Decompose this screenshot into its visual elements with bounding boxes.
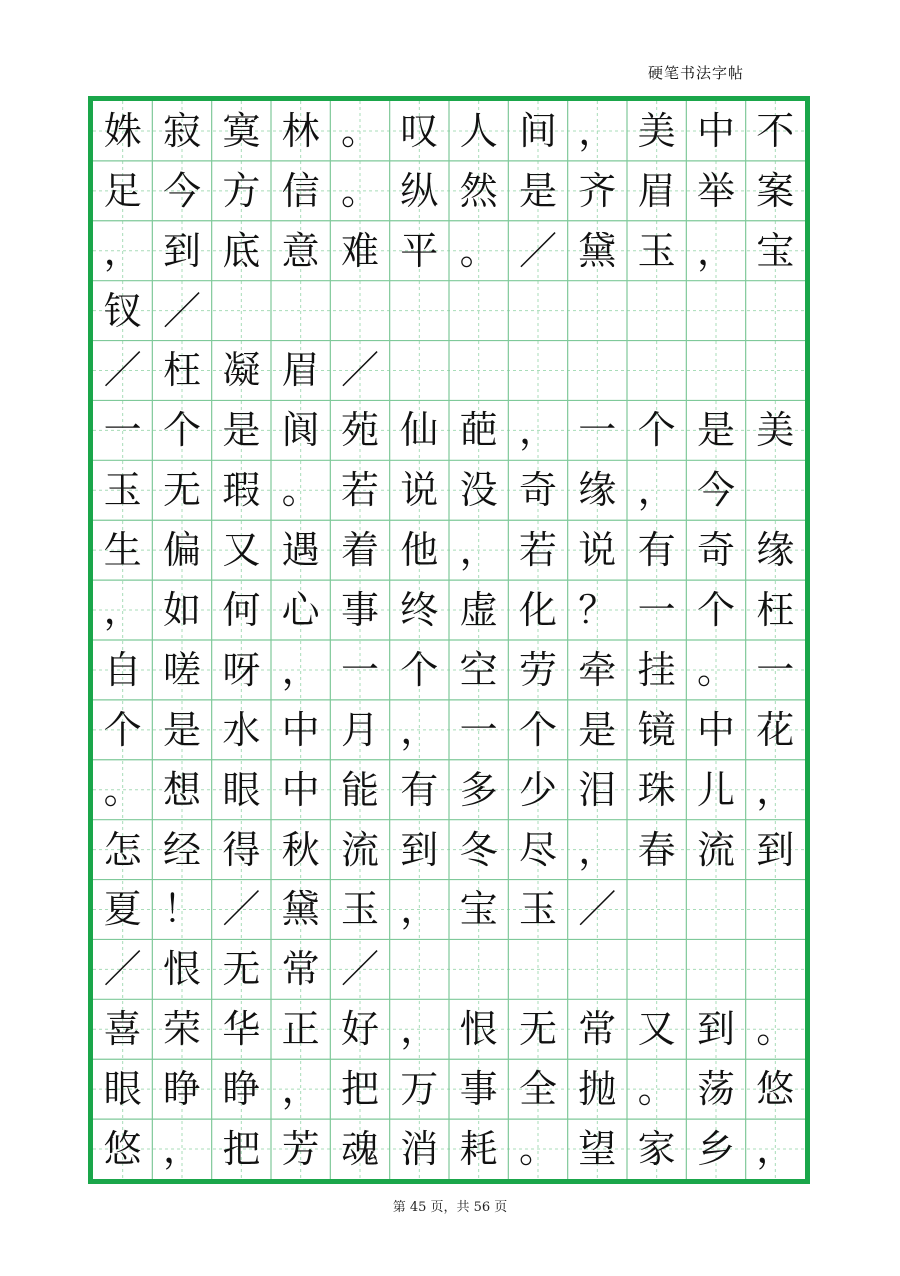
grid-char: 难 — [340, 228, 379, 273]
grid-char: 尽 — [518, 827, 557, 872]
grid-char: ， — [518, 408, 557, 453]
grid-row — [93, 281, 805, 341]
grid-char: 个 — [518, 707, 557, 752]
grid-char: 葩 — [459, 408, 498, 453]
grid-char: 化 — [518, 588, 557, 633]
grid-char: 。 — [340, 168, 379, 213]
grid-char: 劳 — [518, 647, 557, 692]
grid-char: 虚 — [459, 588, 498, 633]
grid-char: 若 — [518, 528, 557, 573]
grid-char: 人 — [459, 108, 498, 153]
grid-char: ， — [400, 887, 439, 932]
grid-char: 枉 — [756, 588, 795, 633]
grid-char: 睁 — [162, 1067, 201, 1112]
grid-char: 水 — [222, 707, 261, 752]
grid-char: 美 — [756, 408, 795, 453]
grid-char: 如 — [162, 588, 201, 633]
grid-char: 一 — [578, 408, 617, 453]
grid-row — [93, 221, 805, 281]
grid-char: ， — [281, 1067, 320, 1112]
grid-char: 枉 — [162, 348, 201, 393]
page-footer: 第 45 页，共 56 页 — [392, 1200, 508, 1215]
grid-char: 无 — [222, 947, 261, 992]
grid-char: 玉 — [518, 887, 557, 932]
grid-char: 今 — [162, 168, 201, 213]
grid-row — [93, 460, 805, 520]
grid-char: 冬 — [459, 827, 498, 872]
grid-char: 荣 — [162, 1007, 201, 1052]
grid-char: 间 — [518, 108, 557, 153]
grid-char: 宝 — [756, 228, 795, 273]
header-title: 硬笔书法字帖 — [648, 64, 745, 82]
grid-char: 纵 — [400, 168, 439, 213]
grid-char: 乡 — [696, 1127, 735, 1172]
grid-char: 夏 — [103, 887, 142, 932]
grid-char: 林 — [281, 108, 320, 153]
grid-char: 寞 — [222, 108, 261, 153]
grid-char: ！ — [162, 887, 201, 932]
grid-char: 空 — [459, 647, 498, 692]
grid-row — [93, 640, 805, 700]
grid-char: ／ — [578, 887, 617, 932]
grid-char: 遇 — [281, 528, 320, 573]
grid-char: 挂 — [637, 647, 676, 692]
grid-char: ， — [162, 1127, 201, 1172]
grid-char: 华 — [222, 1007, 261, 1052]
grid-char: 奇 — [696, 528, 735, 573]
grid-char: 齐 — [578, 168, 617, 213]
grid-char: 消 — [400, 1127, 439, 1172]
grid-row — [93, 400, 805, 460]
grid-char: 然 — [459, 168, 498, 213]
grid-char: 说 — [578, 528, 617, 573]
grid-char: 他 — [400, 528, 439, 573]
grid-char: 是 — [578, 707, 617, 752]
grid-char: ／ — [340, 947, 379, 992]
grid-char: ， — [696, 228, 735, 273]
grid-char: 全 — [518, 1067, 557, 1112]
grid-char: 举 — [696, 168, 735, 213]
grid-char: ， — [756, 767, 795, 812]
grid-char: 魂 — [340, 1127, 379, 1172]
grid-char: 正 — [281, 1007, 320, 1052]
grid-char: ， — [756, 1127, 795, 1172]
grid-char: 珠 — [637, 767, 676, 812]
grid-char: 恨 — [459, 1007, 498, 1052]
grid-char: ／ — [162, 288, 201, 333]
grid-row — [93, 1119, 805, 1179]
grid-char: 镜 — [637, 707, 676, 752]
grid-char: 方 — [222, 168, 261, 213]
grid-char: 又 — [222, 528, 261, 573]
grid-char: ／ — [340, 348, 379, 393]
grid-char: 一 — [340, 647, 379, 692]
grid-char: 常 — [578, 1007, 617, 1052]
grid-char: 钗 — [103, 288, 142, 333]
grid-char: 个 — [637, 408, 676, 453]
grid-char: 意 — [281, 228, 320, 273]
grid-char: 玉 — [103, 468, 142, 513]
grid-char: 家 — [637, 1127, 676, 1172]
grid-char: ？ — [578, 588, 617, 633]
grid-char: ， — [578, 827, 617, 872]
grid-char: 叹 — [400, 108, 439, 153]
grid-char: 眼 — [103, 1067, 142, 1112]
grid-char: 寂 — [162, 108, 201, 153]
grid-char: ， — [281, 647, 320, 692]
grid-char: 一 — [756, 647, 795, 692]
grid-char: 。 — [103, 767, 142, 812]
grid-char: 春 — [637, 827, 676, 872]
grid-char: 阆 — [281, 408, 320, 453]
grid-char: 中 — [696, 108, 735, 153]
grid-row — [93, 161, 805, 221]
grid-char: 流 — [696, 827, 735, 872]
grid-char: 少 — [518, 767, 557, 812]
grid-char: 。 — [518, 1127, 557, 1172]
grid-char: 若 — [340, 468, 379, 513]
grid-char: 瑕 — [222, 468, 261, 513]
grid-char: 到 — [696, 1007, 735, 1052]
grid-char: ／ — [103, 348, 142, 393]
grid-char: 万 — [400, 1067, 439, 1112]
grid-char: 个 — [696, 588, 735, 633]
grid-row — [93, 700, 805, 760]
grid-row — [93, 820, 805, 880]
grid-char: 想 — [162, 767, 201, 812]
grid-char: 宝 — [459, 887, 498, 932]
grid-char: 一 — [459, 707, 498, 752]
grid-char: 悠 — [103, 1127, 142, 1172]
grid-char: 到 — [400, 827, 439, 872]
grid-char: 一 — [103, 408, 142, 453]
grid-char: 。 — [637, 1067, 676, 1112]
grid-char: 不 — [756, 108, 795, 153]
grid-char: 信 — [281, 168, 320, 213]
grid-char: ／ — [222, 887, 261, 932]
grid-row — [93, 520, 805, 580]
grid-char: 是 — [162, 707, 201, 752]
grid-char: 月 — [340, 707, 379, 752]
grid-char: 苑 — [340, 408, 379, 453]
grid-char: 得 — [222, 827, 261, 872]
grid-char: 是 — [696, 408, 735, 453]
grid-char: 一 — [637, 588, 676, 633]
grid-char: 好 — [340, 1007, 379, 1052]
grid-char: 终 — [400, 588, 439, 633]
grid-char: 无 — [518, 1007, 557, 1052]
grid-row — [93, 939, 805, 999]
grid-char: 儿 — [696, 767, 735, 812]
grid-char: ／ — [518, 228, 557, 273]
grid-row — [93, 760, 805, 820]
grid-char: 到 — [162, 228, 201, 273]
grid-char: 眼 — [222, 767, 261, 812]
grid-char: 中 — [281, 707, 320, 752]
grid-char: 耗 — [459, 1127, 498, 1172]
grid-char: 又 — [637, 1007, 676, 1052]
grid-char: 事 — [340, 588, 379, 633]
grid-char: 案 — [756, 168, 795, 213]
grid-char: 黛 — [281, 887, 320, 932]
grid-char: 底 — [222, 228, 261, 273]
grid-char: 玉 — [637, 228, 676, 273]
grid-area — [93, 101, 805, 1179]
grid-char: 个 — [162, 408, 201, 453]
grid-char: 说 — [400, 468, 439, 513]
grid-char: 呀 — [222, 647, 261, 692]
grid-char: 经 — [162, 827, 201, 872]
grid-char: 睁 — [222, 1067, 261, 1112]
practice-grid — [88, 96, 810, 1184]
grid-char: ， — [400, 1007, 439, 1052]
grid-char: 把 — [340, 1067, 379, 1112]
grid-row — [93, 101, 805, 161]
grid-char: 是 — [222, 408, 261, 453]
grid-char: 是 — [518, 168, 557, 213]
grid-char: 缘 — [756, 528, 795, 573]
grid-char: 中 — [281, 767, 320, 812]
grid-char: 。 — [696, 647, 735, 692]
grid-char: 玉 — [340, 887, 379, 932]
grid-char: 牵 — [578, 647, 617, 692]
grid-char: 今 — [696, 468, 735, 513]
grid-char: ， — [459, 528, 498, 573]
grid-char: 荡 — [696, 1067, 735, 1112]
grid-char: 到 — [756, 827, 795, 872]
grid-char: 平 — [400, 228, 439, 273]
grid-char: 生 — [103, 528, 142, 573]
grid-row — [93, 1059, 805, 1119]
grid-char: 恨 — [162, 947, 201, 992]
grid-char: 。 — [340, 108, 379, 153]
grid-char: 秋 — [281, 827, 320, 872]
grid-char: 喜 — [103, 1007, 142, 1052]
grid-char: 奇 — [518, 468, 557, 513]
grid-char: 流 — [340, 827, 379, 872]
grid-char: 何 — [222, 588, 261, 633]
grid-char: ， — [578, 108, 617, 153]
grid-char: ， — [637, 468, 676, 513]
grid-char: 悠 — [756, 1067, 795, 1112]
grid-char: 芳 — [281, 1127, 320, 1172]
grid-char: 中 — [696, 707, 735, 752]
grid-char: 事 — [459, 1067, 498, 1112]
grid-char: 望 — [578, 1127, 617, 1172]
grid-char: ， — [103, 588, 142, 633]
grid-char: 眉 — [637, 168, 676, 213]
grid-char: 自 — [103, 647, 142, 692]
grid-char: ， — [400, 707, 439, 752]
grid-row — [93, 341, 805, 401]
grid-char: 没 — [459, 468, 498, 513]
grid-char: 常 — [281, 947, 320, 992]
grid-char: 缘 — [578, 468, 617, 513]
grid-row — [93, 999, 805, 1059]
grid-char: 足 — [103, 168, 142, 213]
grid-char: 黛 — [578, 228, 617, 273]
grid-char: 无 — [162, 468, 201, 513]
grid-char: 。 — [756, 1007, 795, 1052]
grid-char: 有 — [400, 767, 439, 812]
grid-char: 怎 — [103, 827, 142, 872]
grid-char: ／ — [103, 947, 142, 992]
grid-char: 着 — [340, 528, 379, 573]
grid-char: 嗟 — [162, 647, 201, 692]
grid-char: 眉 — [281, 348, 320, 393]
grid-char: 心 — [281, 588, 320, 633]
grid-row — [93, 580, 805, 640]
grid-char: 凝 — [222, 348, 261, 393]
grid-char: 美 — [637, 108, 676, 153]
grid-row — [93, 880, 805, 940]
grid-char: 姝 — [103, 108, 142, 153]
grid-char: ， — [103, 228, 142, 273]
grid-char: 个 — [400, 647, 439, 692]
grid-char: 能 — [340, 767, 379, 812]
grid-char: 有 — [637, 528, 676, 573]
grid-char: 。 — [459, 228, 498, 273]
grid-char: 花 — [756, 707, 795, 752]
grid-char: 泪 — [578, 767, 617, 812]
grid-char: 多 — [459, 767, 498, 812]
grid-char: 。 — [281, 468, 320, 513]
grid-char: 仙 — [400, 408, 439, 453]
grid-char: 个 — [103, 707, 142, 752]
grid-char: 把 — [222, 1127, 261, 1172]
grid-char: 偏 — [162, 528, 201, 573]
grid-char: 抛 — [578, 1067, 617, 1112]
